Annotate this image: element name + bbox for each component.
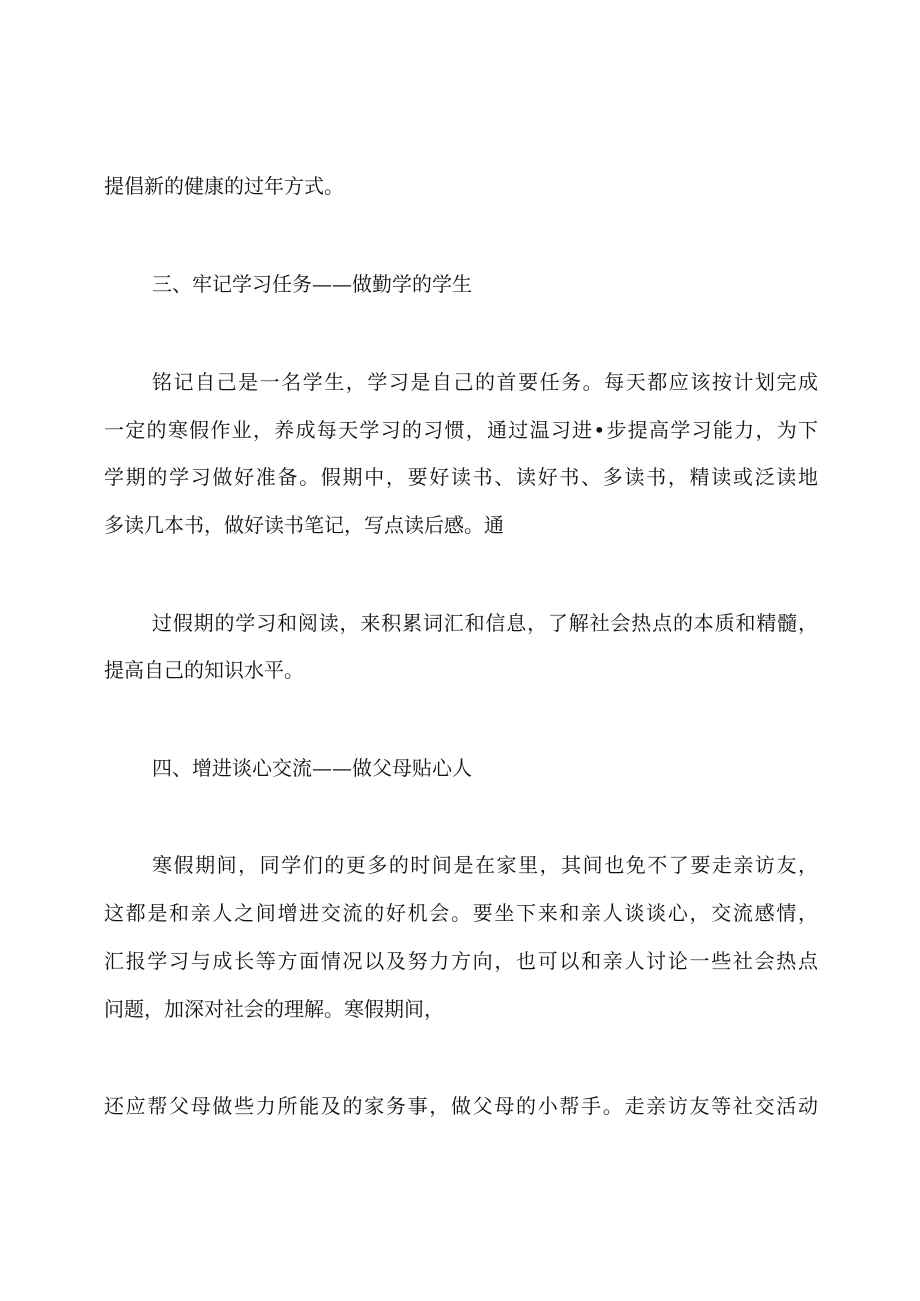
paragraph-line: 一定的寒假作业，养成每天学习的习惯，通过温习进•步提高学习能力，为下 bbox=[104, 418, 818, 442]
paragraph-line: 问题，加深对社会的理解。寒假期间， bbox=[104, 997, 444, 1021]
section-heading: 四、增进谈心交流——做父母贴心人 bbox=[152, 756, 472, 780]
paragraph-line: 寒假期间，同学们的更多的时间是在家里，其间也免不了要走亲访友， bbox=[152, 853, 818, 877]
paragraph-line: 还应帮父母做些力所能及的家务事，做父母的小帮手。走亲访友等社交活动 bbox=[104, 1094, 818, 1118]
paragraph-line: 学期的学习做好准备。假期中，要好读书、读好书、多读书，精读或泛读地 bbox=[104, 465, 818, 489]
paragraph-line: 提倡新的健康的过年方式。 bbox=[104, 174, 344, 198]
paragraph-line: 铭记自己是一名学生，学习是自己的首要任务。每天都应该按计划完成 bbox=[152, 370, 818, 394]
paragraph-line: 这都是和亲人之间增进交流的好机会。要坐下来和亲人谈谈心，交流感情， bbox=[104, 901, 818, 925]
paragraph-line: 汇报学习与成长等方面情况以及努力方向，也可以和亲人讨论一些社会热点 bbox=[104, 949, 818, 973]
paragraph-line: 多读几本书，做好读书笔记，写点读后感。通 bbox=[104, 513, 504, 537]
section-heading: 三、牢记学习任务——做勤学的学生 bbox=[152, 272, 472, 296]
paragraph-line: 提高自己的知识水平。 bbox=[104, 658, 304, 682]
paragraph-line: 过假期的学习和阅读，来积累词汇和信息，了解社会热点的本质和精髓， bbox=[152, 611, 818, 635]
